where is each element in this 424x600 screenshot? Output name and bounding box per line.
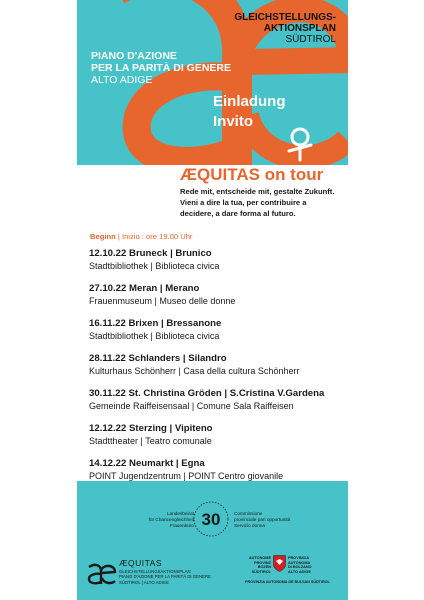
event-item: 16.11.22 Brixen | Bressanone Stadtbibliothek | Biblioteca civica xyxy=(89,318,222,341)
event-list xyxy=(89,248,379,493)
tour-title: ÆQUITAS on tour xyxy=(180,165,324,184)
province-name-lad: PROVINZIA AUTONOMA DE BULSAN SÜDTIROL xyxy=(245,580,330,584)
header-title-de: GLEICHSTELLUNGS- AKTIONSPLAN SÜDTIROL xyxy=(234,12,336,45)
action-plan-label: GLEICHSTELLUNGSAKTIONSPLAN PIANO D'AZIONE PER LA PARITÀ DI GENERE SÜDTIROL | ALTO ADIGE xyxy=(119,569,211,585)
province-name-it: PROVINCIA AUTONOMA DI BOLZANO ALTO ADIGE xyxy=(288,556,312,574)
event-item: 12.12.22 Sterzing | Vipiteno Stadttheater | Teatro comunale xyxy=(89,423,213,446)
anniversary-30-logo xyxy=(191,499,231,539)
event-item: 14.12.22 Neumarkt | Egna POINT Jugendzentrum | POINT Centro giovanile xyxy=(89,458,284,481)
svg-text:30: 30 xyxy=(201,510,221,529)
aequitas-wordmark: ÆQUITAS xyxy=(119,558,163,568)
footer-banner xyxy=(77,481,348,600)
event-item: 27.10.22 Meran | Merano Frauenmuseum | Museo delle donne xyxy=(89,283,236,306)
event-item: 12.10.22 Bruneck | Brunico Stadtbibliothek | Biblioteca civica xyxy=(89,248,220,271)
header-banner xyxy=(77,0,348,165)
ae-logo-icon xyxy=(86,563,118,585)
coat-of-arms-icon xyxy=(273,555,286,572)
invite-it: Invito xyxy=(213,113,253,130)
commissione-label: Commissione provinciale pari opportunità Servizio donna xyxy=(234,511,291,528)
tour-tagline: Rede mit, entscheide mit, gestalte Zukunft. Vieni a dire la tua, per contribuire a decidere, a dare forma al futuro. xyxy=(180,187,335,218)
landesbeirat-label: Landesbeirat für Chancengleichheit Frauenbüro xyxy=(148,511,194,528)
event-item: 28.11.22 Schlanders | Silandro Kulturhaus Schönherr | Casa della cultura Schönherr xyxy=(89,353,300,376)
invite-de: Einladung xyxy=(213,93,286,110)
province-name-de: AUTONOME PROVINZ BOZEN SÜDTIROL xyxy=(248,556,271,574)
invitation-heading xyxy=(213,92,286,132)
header-title-it: PIANO D'AZIONE PER LA PARITÀ DI GENERE ALTO ADIGE xyxy=(91,50,232,86)
event-item: 30.11.22 St. Christina Gröden | S.Cristina V.Gardena Gemeinde Raiffeisensaal | Comune Sala Raiffeisen xyxy=(89,388,325,411)
start-time: Beginn | Inizio : ore 19.00 Uhr xyxy=(90,232,193,241)
